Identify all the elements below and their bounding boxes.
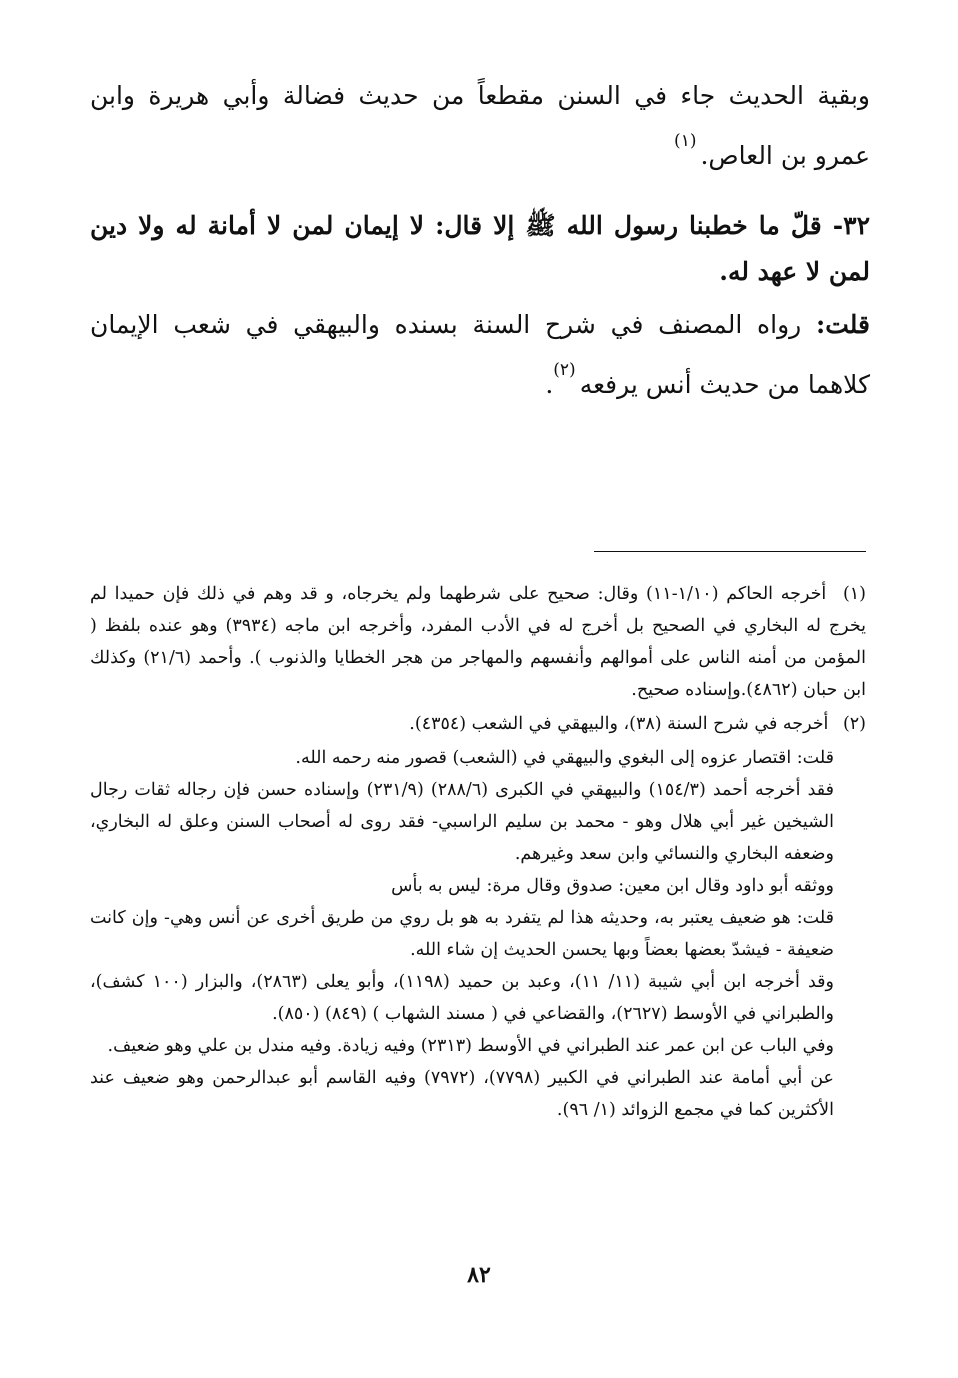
paragraph-intro (90, 66, 870, 189)
footnote-2 (90, 708, 866, 740)
footnote-2-line: قلت: اقتصار عزوه إلى البغوي والبيهقي في (الشعب) قصور منه رحمه الله. (295, 748, 834, 768)
footnote-2-line: قلت: هو ضعيف يعتبر به، وحديثه هذا لم يتفرد به هو بل روي من طريق أخرى عن أنس وهي- وإن كانت ضعيفة - فيشدّ بعضها بعضاً وبها يحسن الحديث إن شاء الله. (90, 908, 834, 960)
footnote-2-line: فقد أخرجه أحمد (١٥٤/٣) والبيهقي في الكبرى (٢٨٨/٦) (٢٣١/٩) وإسناده حسن فإن رجاله ثقات رجال الشيخين غير أبي هلال وهو - محمد بن سليم الراسبي- فقد روى له أصحاب السنن وعلق له البخاري، وضعفه البخاري والنسائي وابن سعد وغيرهم. (90, 780, 834, 864)
footnote-separator (594, 551, 866, 552)
footnote-2-line: ووثقه أبو داود وقال ابن معين: صدوق وقال مرة: ليس به بأس (391, 876, 834, 896)
footnote-ref-1: (١) (674, 131, 697, 151)
hadith-text: ٣٢- قلّ ما خطبنا رسول الله ﷺ إلا قال: لا إيمان لمن لا أمانة له ولا دين لمن لا عهد له. (90, 211, 870, 286)
footnote-2-line: وفي الباب عن ابن عمر عند الطبراني في الأوسط (٢٣١٣) وفيه زيادة. وفيه مندل بن علي وهو ضعيف. (107, 1036, 834, 1056)
footnote-number: (١) (842, 584, 866, 604)
paragraph-intro-text: وبقية الحديث جاء في السنن مقطعاً من حديث فضالة وأبي هريرة وابن عمرو بن العاص. (90, 81, 870, 170)
footnote-2-line: وقد أخرجه ابن أبي شيبة (١١/ ١١)، وعبد بن حميد (١١٩٨)، وأبو يعلى (٢٨٦٣)، والبزار (١٠٠ كشف)، والطبراني في الأوسط (٢٦٢٧)، والقضاعي في ( مسند الشهاب ) (٨٤٩) (٨٥٠). (90, 972, 834, 1024)
footnote-1 (90, 578, 866, 706)
qultu-label: قلت: (815, 310, 870, 339)
paragraph-commentary-text: رواه المصنف في شرح السنة بسنده والبيهقي في شعب الإيمان كلاهما من حديث أنس يرفعه (90, 310, 870, 399)
footnote-text: أخرجه الحاكم (١/١٠-١١) وقال: صحيح على شرطهما ولم يخرجاه، و قد وهم في ذلك فإن حميدا لم يخرج له البخاري في الصحيح بل أخرج له في الأدب المفرد، وأخرجه ابن ماجه (٣٩٣٤) وهو عنده بلفظ ( المؤمن من أمنه الناس على أموالهم وأنفسهم والمهاجر من هجر الخطايا والذنوب ). وأحمد (٢١/٦) وكذلك ابن حبان (٤٨٦٢).وإسناده صحيح. (90, 584, 866, 700)
page-number: ٨٢ (467, 1262, 491, 1288)
footnote-ref-2: (٢) (553, 360, 576, 380)
paragraph-commentary (90, 295, 870, 418)
paragraph-commentary-end: . (545, 370, 554, 399)
main-text (90, 66, 870, 418)
footnote-text: أخرجه في شرح السنة (٣٨)، والبيهقي في الشعب (٤٣٥٤). (409, 714, 829, 734)
footnote-2-line: عن أبي أمامة عند الطبراني في الكبير (٧٧٩٨)، (٧٩٧٢) وفيه القاسم أبو عبدالرحمن وهو ضعيف عند الأكثرين كما في مجمع الزوائد (١/ ٩٦). (90, 1068, 834, 1120)
footnote-number: (٢) (842, 714, 866, 734)
footnotes (90, 578, 866, 1126)
